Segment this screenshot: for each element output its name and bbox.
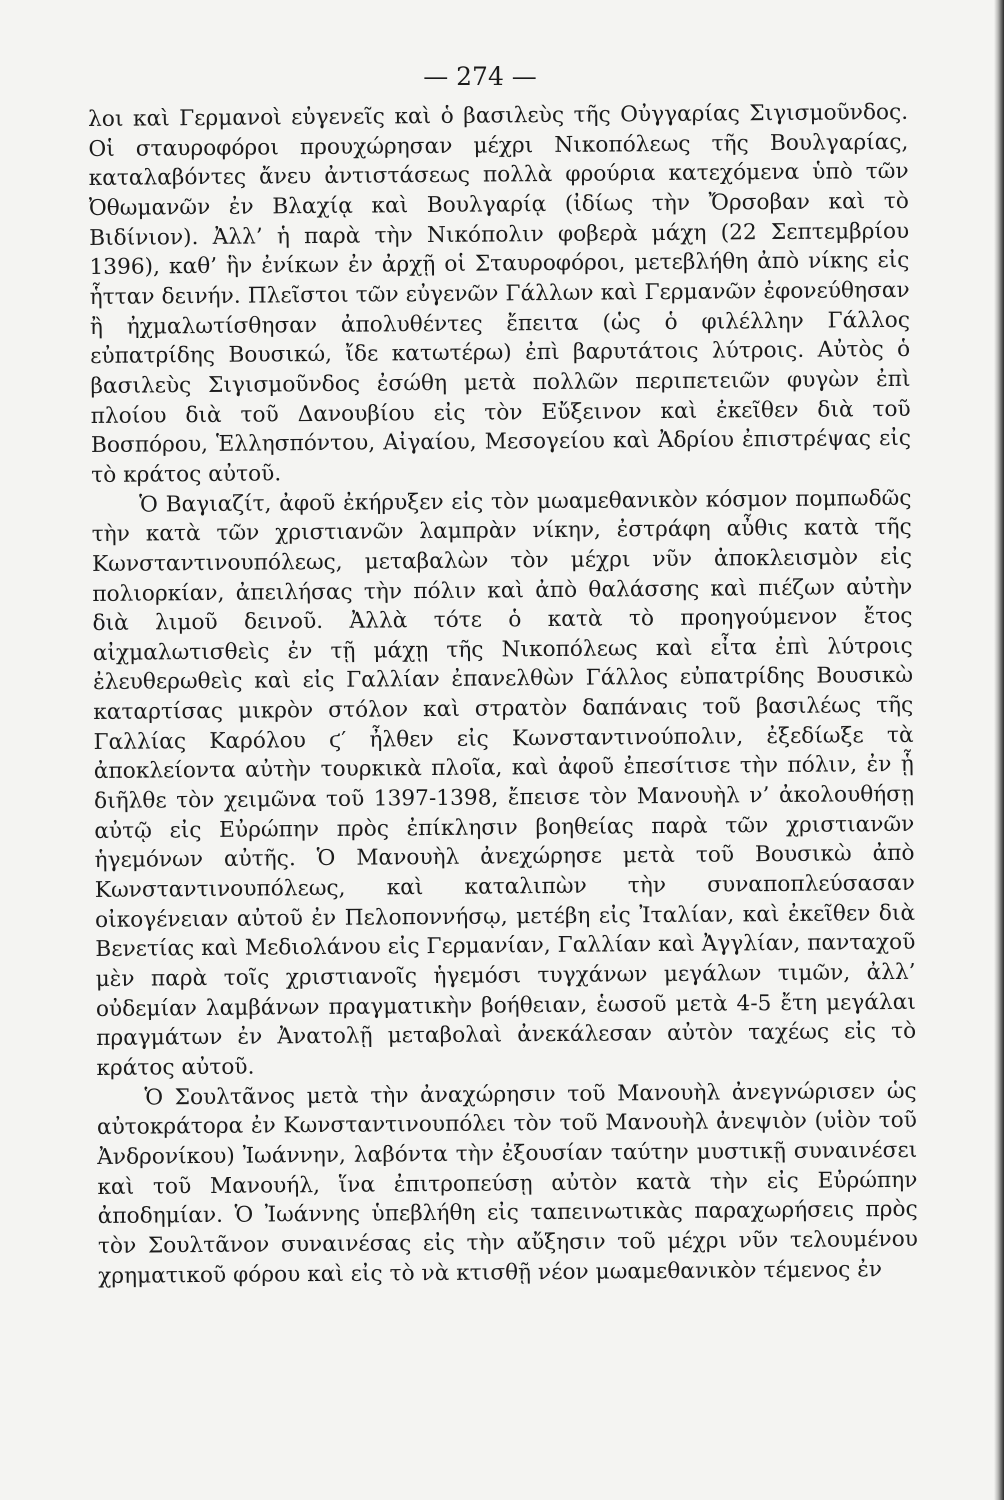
body-text	[88, 98, 918, 1291]
paragraph-sultan: Ὁ Σουλτᾶνος μετὰ τὴν ἀναχώρησιν τοῦ Μανουὴλ ἀνεγνώρισεν ὡς αὐτοκράτορα ἐν Κωνσταντινουπόλει τὸν τοῦ Μανουὴλ ἀνεψιὸν (υἱὸν τοῦ Ἀνδρονίκου) Ἰωάννην, λαβόντα τὴν ἐξουσίαν ταύτην μυστικῇ συναινέσει καὶ τοῦ Μανουήλ, ἵνα ἐπιτροπεύσῃ αὐτὸν κατὰ τὴν εἰς Εὐρώπην ἀποδημίαν. Ὁ Ἰωάννης ὑπεβλήθη εἰς ταπεινωτικὰς παραχωρήσεις πρὸς τὸν Σουλτᾶνον συναινέσας εἰς τὴν αὔξησιν τοῦ μέχρι νῦν τελουμένου χρηματικοῦ φόρου καὶ εἰς τὸ νὰ κτισθῇ νέον μωαμεθανικὸν τέμενος ἐν	[96, 1078, 919, 1289]
page-edge-shadow	[994, 0, 1004, 1500]
page-number: — 274 —	[423, 62, 537, 91]
paragraph-bayezid: Ὁ Βαγιαζίτ, ἀφοῦ ἐκήρυξεν εἰς τὸν μωαμεθανικὸν κόσμον πομπωδῶς τὴν κατὰ τῶν χριστιανῶν λαμπρὰν νίκην, ἐστράφη αὖθις κατὰ τῆς Κωνσταντινουπόλεως, μεταβαλὼν τὸν μέχρι νῦν ἀποκλεισμὸν εἰς πολιορκίαν, ἀπειλήσας τὴν πόλιν καὶ ἀπὸ θαλάσσης καὶ πιέζων αὐτὴν διὰ λιμοῦ δεινοῦ. Ἀλλὰ τότε ὁ κατὰ τὸ προηγούμενον ἔτος αἰχμαλωτισθεὶς ἐν τῇ μάχῃ τῆς Νικοπόλεως καὶ εἶτα ἐπὶ λύτροις ἐλευθερωθεὶς καὶ εἰς Γαλλίαν ἐπανελθὼν Γάλλος εὐπατρίδης Βουσικὼ καταρτίσας μικρὸν στόλον καὶ στρατὸν δαπάναις τοῦ βασιλέως τῆς Γαλλίας Καρόλου ϛ′ ἦλθεν εἰς Κωνσταντινούπολιν, ἐξεδίωξε τὰ ἀποκλείοντα αὐτὴν τουρκικὰ πλοῖα, καὶ ἀφοῦ ἐπεσίτισε τὴν πόλιν, ἐν ᾗ διῆλθε τὸν χειμῶνα τοῦ 1397-1398, ἔπεισε τὸν Μανουὴλ ν’ ἀκολουθήσῃ αὐτῷ εἰς Εὐρώπην πρὸς ἐπίκλησιν βοηθείας παρὰ τῶν χριστιανῶν ἡγεμόνων αὐτῆς. Ὁ Μανουὴλ ἀνεχώρησε μετὰ τοῦ Βουσικὼ ἀπὸ Κωνσταντινουπόλεως, καὶ καταλιπὼν τὴν συναποπλεύσασαν οἰκογένειαν αὐτοῦ ἐν Πελοποννήσῳ, μετέβη εἰς Ἰταλίαν, καὶ ἐκεῖθεν διὰ Βενετίας καὶ Μεδιολάνου εἰς Γερμανίαν, Γαλλίαν καὶ Ἀγγλίαν, πανταχοῦ μὲν παρὰ τοῖς χριστιανοῖς ἡγεμόσι τυγχάνων μεγάλων τιμῶν, ἀλλ’ οὐδεμίαν λαμβάνων πραγματικὴν βοήθειαν, ἑωσοῦ μετὰ 4-5 ἔτη μεγάλαι πραγμάτων ἐν Ἀνατολῇ μεταβολαὶ ἀνεκάλεσαν αὐτὸν ταχέως εἰς τὸ κράτος αὐτοῦ.	[91, 485, 917, 1081]
paragraph-continuation: λοι καὶ Γερμανοὶ εὐγενεῖς καὶ ὁ βασιλεὺς τῆς Οὐγγαρίας Σιγισμοῦνδος. Οἱ σταυροφόροι προυχώρησαν μέχρι Νικοπόλεως τῆς Βουλγαρίας, καταλαβόντες ἄνευ ἀντιστάσεως πολλὰ φρούρια κατεχόμενα ὑπὸ τῶν Ὀθωμανῶν ἐν Βλαχίᾳ καὶ Βουλγαρίᾳ (ἰδίως τὴν Ὄρσοβαν καὶ τὸ Βιδίνιον). Ἀλλ’ ἡ παρὰ τὴν Νικόπολιν φοβερὰ μάχη (22 Σεπτεμβρίου 1396), καθ’ ἣν ἐνίκων ἐν ἀρχῇ οἱ Σταυροφόροι, μετεβλήθη ἀπὸ νίκης εἰς ἧτταν δεινήν. Πλεῖστοι τῶν εὐγενῶν Γάλλων καὶ Γερμανῶν ἐφονεύθησαν ἢ ἠχμαλωτίσθησαν ἀπολυθέντες ἔπειτα (ὡς ὁ φιλέλλην Γάλλος εὐπατρίδης Βουσικώ, ἴδε κατωτέρω) ἐπὶ βαρυτάτοις λύτροις. Αὐτὸς ὁ βασιλεὺς Σιγισμοῦνδος ἐσώθη μετὰ πολλῶν περιπετειῶν φυγὼν ἐπὶ πλοίου διὰ τοῦ Δανουβίου εἰς τὸν Εὔξεινον καὶ ἐκεῖθεν διὰ τοῦ Βοσπόρου, Ἑλλησπόντου, Αἰγαίου, Μεσογείου καὶ Ἀδρίου ἐπιστρέψας εἰς τὸ κράτος αὐτοῦ.	[88, 99, 912, 488]
